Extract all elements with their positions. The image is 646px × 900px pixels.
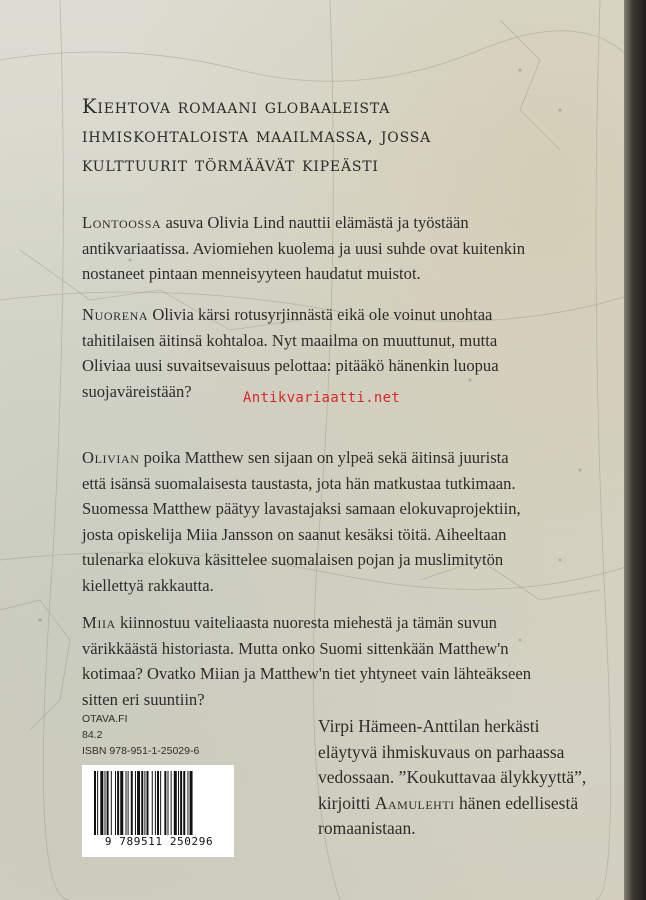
barcode-bar <box>180 771 182 835</box>
barcode-bar <box>171 771 172 835</box>
paragraph-line: poika Matthew sen sijaan on ylpeä sekä äitinsä juurista <box>139 448 509 467</box>
headline <box>82 92 552 179</box>
barcode-bar <box>168 771 169 835</box>
barcode-bar <box>131 771 133 835</box>
quote-source: Aamulehti <box>374 792 455 813</box>
barcode-bar <box>107 771 109 835</box>
barcode-bar <box>164 771 166 835</box>
barcode-bar <box>120 771 123 835</box>
barcode-bar <box>178 771 179 835</box>
barcode-bar <box>135 771 136 835</box>
barcode-bar <box>183 771 185 835</box>
paragraph-line: kotimaa? Ovatko Miian ja Matthew'n tiet yhtyneet vain lähteäkseen <box>82 664 532 683</box>
headline-line: kulttuurit törmäävät kipeästi <box>82 153 379 176</box>
headline-line: ihmiskohtaloista maailmassa, jossa <box>82 124 432 147</box>
quote-line-post: hänen edellisestä <box>454 792 579 813</box>
publisher-info <box>82 711 199 759</box>
paragraph-line: antikvariaatissa. Aviomiehen kuolema ja uusi suhde ovat kuitenkin <box>82 238 526 258</box>
quote-line: eläytyvä ihmiskuvaus on parhaassa <box>318 741 565 762</box>
barcode-bar <box>190 771 193 835</box>
barcode-bar <box>117 771 119 835</box>
book-spine-edge <box>624 0 646 900</box>
barcode-bar <box>160 771 161 835</box>
barcode-bar <box>94 771 96 835</box>
barcode-bar <box>111 771 112 835</box>
paragraph-lontoossa <box>82 210 582 287</box>
paragraph-lead: Nuorena <box>82 305 149 324</box>
paragraph-line: tulenarka elokuva käsittelee suomalaisen pojan ja muslimitytön <box>82 550 504 569</box>
barcode-bar <box>155 771 156 835</box>
paragraph-lead: Olivian <box>82 448 140 467</box>
paragraph-line: värikkäästä historiasta. Mutta onko Suomi sittenkään Matthew'n <box>82 638 509 658</box>
review-quote <box>318 714 608 842</box>
quote-line: romaanistaan. <box>318 818 416 838</box>
quote-line: vedossaan. ”Koukuttavaa älykkyyttä”, <box>318 767 587 787</box>
barcode-bar <box>97 771 98 835</box>
paragraph-line: josta opiskelija Miia Jansson on saanut kesäksi töitä. Aiheeltaan <box>82 524 507 544</box>
barcode-bar <box>128 771 129 835</box>
quote-line: Virpi Hämeen-Anttilan herkästi <box>318 716 540 736</box>
barcode-bar <box>126 771 127 835</box>
paragraph-line: tahitilaisen äitinsä kohtaloa. Nyt maailma on muuttunut, mutta <box>82 330 498 350</box>
watermark-text: Antikvariaatti.net <box>243 390 401 406</box>
barcode-bar <box>100 771 103 835</box>
publisher-site: OTAVA.FI <box>82 713 128 725</box>
barcode-bar <box>141 771 143 835</box>
barcode-bar <box>187 771 188 835</box>
paragraph-line: että isänsä suomalaisesta taustasta, jota hän matkustaa tutkimaan. <box>82 473 516 493</box>
paragraph-line: kiinnostuu vaiteliaasta nuoresta miehestä ja tämän suvun <box>115 613 497 632</box>
barcode-bar <box>174 771 177 835</box>
barcode-bar <box>147 771 149 835</box>
barcode <box>82 765 234 857</box>
barcode-bar <box>144 771 145 835</box>
barcode-bar <box>157 771 159 835</box>
paragraph-line: suojaväreistään? <box>82 381 192 401</box>
barcode-bar <box>137 771 140 835</box>
paragraph-line: nostaneet pintaan menneisyyteen haudatut muistot. <box>82 264 421 283</box>
paragraph-line: kiellettyä rakkautta. <box>82 575 214 595</box>
paragraph-line: Suomessa Matthew päätyy lavastajaksi samaan elokuvaprojektiin, <box>82 499 521 518</box>
quote-line-pre: kirjoitti <box>318 792 375 813</box>
paragraph-olivian <box>82 445 582 598</box>
barcode-bar <box>105 771 106 835</box>
paragraph-line: Olivia kärsi rotusyrjinnästä eikä ole voinut unohtaa <box>148 305 493 324</box>
paragraph-nuorena <box>82 302 582 404</box>
paragraph-line: asuva Olivia Lind nauttii elämästä ja työstään <box>161 213 469 232</box>
barcode-bars <box>94 771 224 835</box>
classification-code: 84.2 <box>82 729 103 741</box>
paragraph-lead: Miia <box>82 613 116 632</box>
paragraph-line: sitten eri suuntiin? <box>82 689 205 709</box>
barcode-digits: 9 789511 250296 <box>104 835 214 848</box>
barcode-bar <box>152 771 153 835</box>
paragraph-line: Oliviaa uusi suvaitsevaisuus pelottaa: pitääkö hänenkin luopua <box>82 356 499 375</box>
paragraph-miia <box>82 610 582 712</box>
paragraph-lead: Lontoossa <box>82 213 162 232</box>
isbn: ISBN 978-951-1-25029-6 <box>82 745 200 757</box>
barcode-bar <box>115 771 116 835</box>
headline-line: Kiehtova romaani globaaleista <box>82 95 391 118</box>
